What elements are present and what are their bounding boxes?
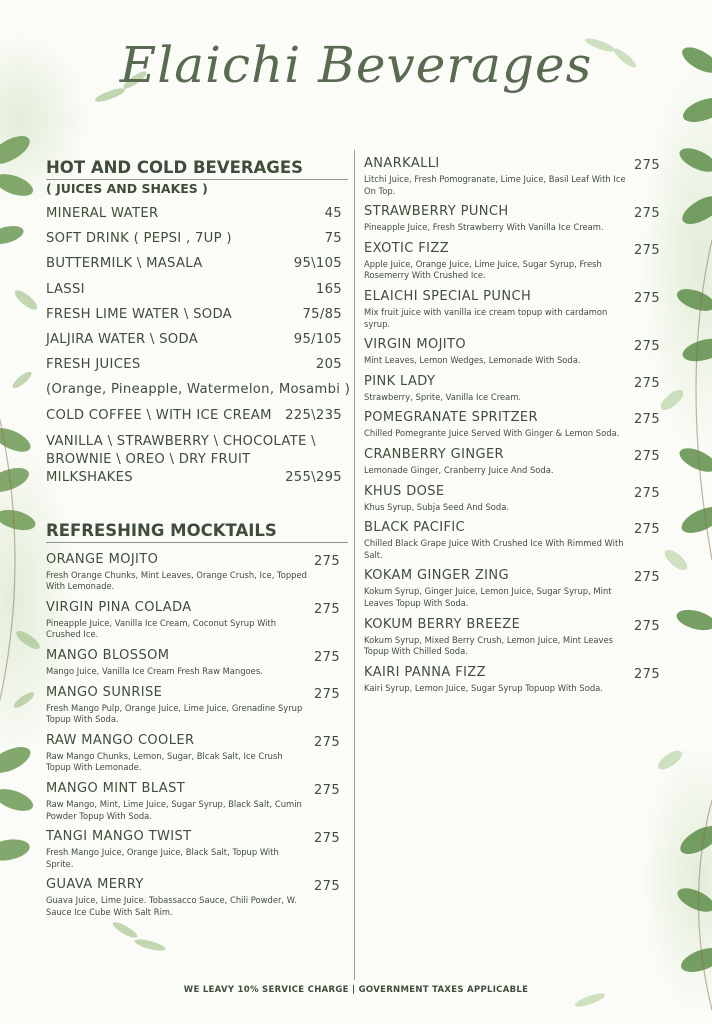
mocktail-price: 275	[313, 553, 340, 569]
mocktail-name: ORANGE MOJITO	[46, 551, 159, 567]
mocktail-description: Strawberry, Sprite, Vanilla Ice Cream.	[364, 391, 522, 402]
mocktail-item	[364, 617, 660, 658]
hot-cold-heading: HOT AND COLD BEVERAGES	[46, 158, 304, 177]
mocktail-name: EXOTIC FIZZ	[364, 240, 450, 256]
mocktail-price: 275	[633, 522, 660, 538]
beverage-name: MINERAL WATER	[46, 206, 159, 221]
mocktail-item	[46, 780, 342, 822]
mocktail-price: 275	[633, 412, 660, 428]
beverage-price: 95\105	[293, 256, 342, 272]
mocktail-price: 275	[633, 618, 660, 634]
mocktail-description: Fresh Mango Pulp, Orange Juice, Lime Juice, Grenadine Syrup Topup With Soda.	[46, 702, 303, 725]
section-underline	[46, 179, 348, 180]
mocktail-price: 275	[633, 290, 660, 306]
service-charge-footer: WE LEAVY 10% SERVICE CHARGE | GOVERNMENT TAXES APPLICABLE	[183, 985, 529, 995]
mocktail-description: Fresh Mango Juice, Orange Juice, Black Salt, Topup With Sprite.	[46, 847, 279, 869]
milkshake-row	[46, 433, 342, 487]
column-divider	[354, 150, 355, 980]
mocktail-item	[46, 828, 342, 870]
mocktail-name: KHUS DOSE	[364, 483, 445, 499]
beverage-row	[46, 332, 342, 357]
beverage-name: COLD COFFEE \ WITH ICE CREAM	[46, 407, 272, 423]
mocktail-name: KOKUM BERRY BREEZE	[364, 616, 521, 632]
mocktail-name: MANGO MINT BLAST	[46, 781, 186, 797]
mocktail-item	[46, 732, 342, 774]
beverage-price: 45	[324, 206, 342, 221]
mocktail-price: 275	[313, 650, 340, 666]
mocktail-description: Lemonade Ginger, Cranberry Juice And Soda.	[364, 464, 554, 475]
mocktail-description: Kokum Syrup, Ginger Juice, Lemon Juice, Sugar Syrup, Mint Leaves Topup With Soda.	[364, 586, 612, 608]
beverage-row	[46, 408, 342, 433]
beverage-name: SOFT DRINK ( PEPSI , 7UP )	[46, 231, 232, 247]
mocktail-description: Litchi Juice, Fresh Pomogranate, Lime Juice, Basil Leaf With Ice On Top.	[364, 174, 626, 196]
milkshake-line: MILKSHAKES	[46, 469, 133, 485]
mocktail-name: RAW MANGO COOLER	[46, 732, 195, 748]
menu-title: Elaichi Beverages	[119, 36, 593, 94]
mocktail-description: Mango Juice, Vanilla Ice Cream Fresh Raw Mangoes.	[46, 666, 263, 677]
left-column	[46, 158, 351, 925]
mocktail-name: BLACK PACIFIC	[364, 520, 466, 536]
mocktail-name: VIRGIN PINA COLADA	[46, 599, 192, 615]
beverage-name: LASSI	[46, 281, 85, 297]
beverage-row	[46, 206, 342, 231]
beverage-price: 165	[315, 281, 342, 297]
mocktail-name: ANARKALLI	[364, 156, 440, 171]
mocktail-price: 275	[633, 666, 660, 682]
beverage-row	[46, 256, 342, 281]
beverage-price: 75/85	[302, 306, 342, 322]
mocktail-name: TANGI MANGO TWIST	[46, 829, 192, 845]
mocktail-description: Khus Syrup, Subja Seed And Soda.	[364, 501, 510, 512]
mocktail-item	[46, 599, 342, 641]
mocktail-item	[364, 665, 660, 695]
beverage-name: FRESH LIME WATER \ SODA	[46, 306, 232, 322]
mocktail-description: Pineapple Juice, Vanilla Ice Cream, Coconut Syrup With Crushed Ice.	[46, 617, 277, 640]
beverage-row	[46, 231, 342, 256]
beverage-name: FRESH JUICES	[46, 357, 141, 373]
mocktail-name: STRAWBERRY PUNCH	[364, 204, 509, 220]
mocktail-name: ELAICHI SPECIAL PUNCH	[364, 288, 532, 304]
mocktail-description: Chilled Black Grape Juice With Crushed Ice With Rimmed With Salt.	[364, 538, 624, 560]
beverage-row	[46, 307, 342, 332]
mocktail-name: POMEGRANATE SPRITZER	[364, 410, 538, 426]
mocktail-name: PINK LADY	[364, 373, 436, 389]
mocktail-description: Fresh Orange Chunks, Mint Leaves, Orange Crush, Ice, Topped With Lemonade.	[46, 569, 307, 592]
mocktail-price: 275	[633, 570, 660, 586]
mocktail-item	[46, 684, 342, 726]
mocktail-price: 275	[633, 206, 660, 222]
beverage-price: 225\235	[285, 407, 342, 423]
mocktail-item	[46, 647, 342, 678]
mocktail-item	[364, 520, 660, 561]
mocktail-price: 275	[313, 601, 340, 617]
mocktail-price: 275	[313, 686, 340, 702]
mocktails-heading: REFRESHING MOCKTAILS	[46, 520, 277, 540]
mocktail-name: MANGO BLOSSOM	[46, 648, 170, 664]
mocktail-description: Mint Leaves, Lemon Wedges, Lemonade With Soda.	[364, 355, 581, 366]
mocktail-name: CRANBERRY GINGER	[364, 446, 504, 462]
mocktail-item	[364, 447, 660, 477]
mocktail-item	[364, 204, 660, 234]
mocktail-name: KOKAM GINGER ZING	[364, 568, 510, 584]
beverage-name: BUTTERMILK \ MASALA	[46, 256, 203, 272]
mocktail-description: Chilled Pomegrante Juice Served With Ginger & Lemon Soda.	[364, 428, 620, 439]
mocktail-item	[364, 410, 660, 440]
mocktail-name: VIRGIN MOJITO	[364, 337, 467, 353]
mocktail-description: Raw Mango, Mint, Lime Juice, Sugar Syrup, Black Salt, Cumin Powder Topup With Soda.	[46, 799, 302, 821]
mocktail-price: 275	[633, 158, 660, 173]
mocktail-item	[364, 241, 660, 282]
mocktail-price: 275	[313, 879, 340, 895]
milkshake-line: VANILLA \ STRAWBERRY \ CHOCOLATE \	[46, 433, 316, 449]
mocktail-price: 275	[633, 448, 660, 464]
milkshake-line: BROWNIE \ OREO \ DRY FRUIT	[46, 451, 251, 467]
mocktail-description: Pineapple Juice, Fresh Strawberry With Vanilla Ice Cream.	[364, 222, 604, 233]
beverage-row	[46, 357, 342, 382]
mocktail-item	[364, 289, 660, 330]
beverage-price: 75	[324, 231, 342, 247]
mocktail-item	[46, 551, 342, 593]
mocktail-name: KAIRI PANNA FIZZ	[364, 664, 486, 680]
mocktail-item	[364, 337, 660, 367]
mocktail-description: Kairi Syrup, Lemon Juice, Sugar Syrup Topuop With Soda.	[364, 682, 603, 693]
juice-varieties-note: (Orange, Pineapple, Watermelon, Mosambi )	[46, 382, 351, 398]
mocktail-description: Mix fruit juice with vanilla ice cream topup with cardamon syrup.	[364, 306, 608, 329]
mocktail-description: Guava Juice, Lime Juice. Tobassacco Sauce, Chili Powder, W. Sauce Ice Cube With Salt Rim.	[46, 895, 297, 917]
mocktail-item	[46, 876, 342, 918]
mocktail-price: 275	[633, 485, 660, 501]
mocktail-price: 275	[313, 831, 340, 847]
mocktail-description: Raw Mango Chunks, Lemon, Sugar, Blcak Salt, Ice Crush Topup With Lemonade.	[46, 750, 283, 773]
beverage-price: 95/105	[293, 331, 342, 347]
mocktail-description: Kokum Syrup, Mixed Berry Crush, Lemon Juice, Mint Leaves Topup With Chilled Soda.	[364, 634, 614, 657]
mocktail-item	[364, 484, 660, 514]
mocktail-name: MANGO SUNRISE	[46, 684, 163, 700]
beverage-price: 205	[315, 357, 342, 373]
mocktail-name: GUAVA MERRY	[46, 877, 144, 893]
mocktail-price: 275	[633, 375, 660, 391]
beverage-name: JALJIRA WATER \ SODA	[46, 331, 199, 347]
mocktail-price: 275	[313, 783, 340, 799]
mocktail-item	[364, 156, 660, 197]
mocktail-price: 275	[633, 242, 660, 258]
hot-cold-subheading: ( JUICES AND SHAKES )	[46, 181, 208, 196]
beverage-note-row	[46, 382, 351, 407]
mocktail-description: Apple Juice, Orange Juice, Lime Juice, Sugar Syrup, Fresh Rosemerry With Crushed Ice.	[364, 258, 602, 281]
right-column	[364, 156, 660, 701]
milkshake-price: 255\295	[285, 469, 342, 485]
mocktail-item	[364, 568, 660, 609]
mocktail-price: 275	[633, 339, 660, 355]
section-underline	[46, 542, 348, 543]
mocktail-item	[364, 374, 660, 404]
mocktail-price: 275	[313, 734, 340, 750]
beverage-row	[46, 282, 342, 307]
